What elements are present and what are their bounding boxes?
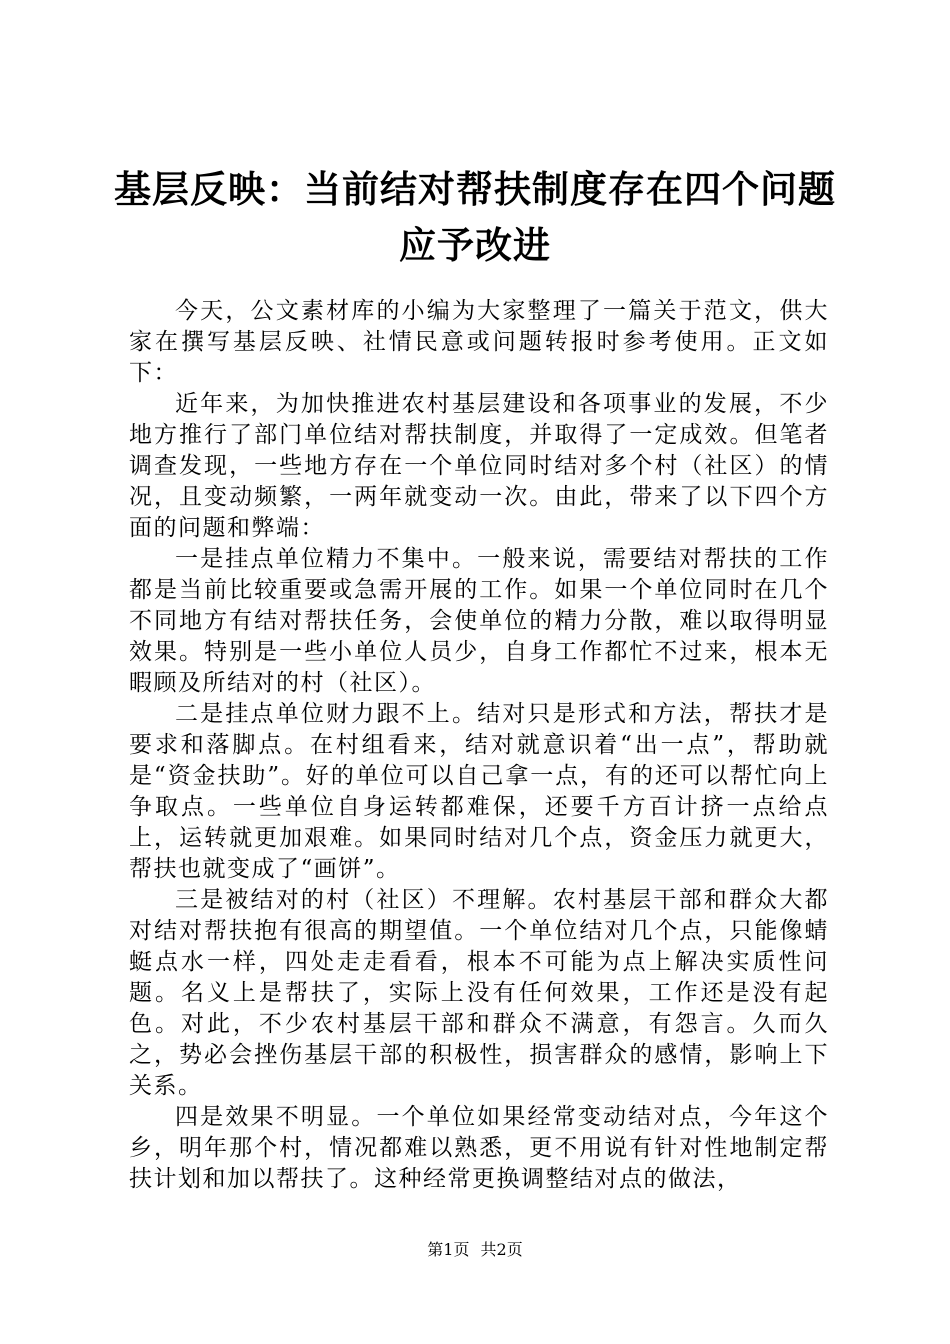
page-number: 第1页	[427, 1240, 470, 1259]
paragraph-issue-4: 四是效果不明显。一个单位如果经常变动结对点，今年这个乡，明年那个村，情况都难以熟悉，更不用说有针对性地制定帮扶计划和加以帮扶了。这种经常更换调整结对点的做法，	[129, 1104, 829, 1192]
document-body	[129, 296, 829, 1195]
document-title: 基层反映：当前结对帮扶制度存在四个问题应予改进	[114, 168, 836, 267]
paragraph-issue-2: 二是挂点单位财力跟不上。结对只是形式和方法，帮扶才是要求和落脚点。在村组看来，结对就意识着“出一点”，帮助就是“资金扶助”。好的单位可以自己拿一点，有的还可以帮忙向上争取点。一些单位自身运转都难保，还要千方百计挤一点给点上，运转就更加艰难。如果同时结对几个点，资金压力就更大，帮扶也就变成了“画饼”。	[129, 701, 829, 882]
paragraph-issue-3: 三是被结对的村（社区）不理解。农村基层干部和群众大都对结对帮扶抱有很高的期望值。一个单位结对几个点，只能像蜻蜓点水一样，四处走走看看，根本不可能为点上解决实质性问题。名义上是帮扶了，实际上没有任何效果，工作还是没有起色。对此，不少农村基层干部和群众不满意，有怨言。久而久之，势必会挫伤基层干部的积极性，损害群众的感情，影响上下关系。	[129, 887, 829, 1099]
paragraph-intro: 今天，公文素材库的小编为大家整理了一篇关于范文，供大家在撰写基层反映、社情民意或问题转报时参考使用。正文如下：	[129, 298, 829, 386]
paragraph-issue-1: 一是挂点单位精力不集中。一般来说，需要结对帮扶的工作都是当前比较重要或急需开展的工作。如果一个单位同时在几个不同地方有结对帮扶任务，会使单位的精力分散，难以取得明显效果。特别是一些小单位人员少，自身工作都忙不过来，根本无暇顾及所结对的村（社区）。	[129, 546, 829, 696]
paragraph-background: 近年来，为加快推进农村基层建设和各项事业的发展，不少地方推行了部门单位结对帮扶制度，并取得了一定成效。但笔者调查发现，一些地方存在一个单位同时结对多个村（社区）的情况，且变动频繁，一两年就变动一次。由此，带来了以下四个方面的问题和弊端：	[129, 391, 829, 541]
page-total: 共2页	[480, 1240, 523, 1259]
page-footer	[0, 1240, 950, 1260]
